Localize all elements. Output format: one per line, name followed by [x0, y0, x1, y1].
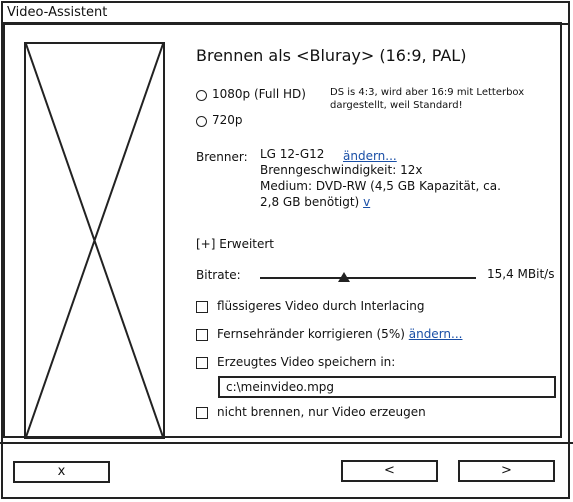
medium-info-text: 2,8 GB benötigt)	[260, 195, 360, 209]
radio-1080p-label[interactable]: 1080p (Full HD)	[212, 87, 306, 101]
cancel-button[interactable]: x	[13, 461, 110, 483]
bitrate-value: 15,4 MBit/s	[487, 267, 555, 281]
burner-name: LG 12-G12	[260, 147, 325, 161]
footer-divider	[0, 442, 573, 444]
medium-info-line1: Medium: DVD-RW (4,5 GB Kapazität, ca.	[260, 179, 501, 193]
save-path-input[interactable]: c:\meinvideo.mpg	[218, 376, 556, 398]
bitrate-slider-thumb[interactable]	[338, 272, 350, 282]
no-burn-checkbox[interactable]	[196, 407, 208, 419]
image-placeholder-icon	[26, 44, 163, 437]
video-preview-placeholder	[24, 42, 165, 439]
medium-more-link[interactable]: v	[363, 195, 371, 209]
next-button[interactable]: >	[458, 460, 555, 482]
page-heading: Brennen als <Bluray> (16:9, PAL)	[196, 46, 467, 65]
interlacing-label[interactable]: flüssigeres Video durch Interlacing	[217, 299, 425, 313]
tv-edges-label	[217, 327, 462, 341]
burn-speed: Brenngeschwindigkeit: 12x	[260, 163, 423, 177]
resolution-note-line2: dargestellt, weil Standard!	[330, 100, 463, 111]
radio-1080p[interactable]	[196, 90, 207, 101]
bitrate-label: Bitrate:	[196, 268, 241, 282]
tv-edges-change-link[interactable]: ändern...	[408, 327, 463, 341]
resolution-note-line1: DS is 4:3, wird aber 16:9 mit Letterbox	[330, 87, 525, 98]
window-title: Video-Assistent	[3, 3, 568, 25]
change-burner-link[interactable]: ändern...	[343, 149, 397, 163]
bitrate-slider-track[interactable]	[260, 277, 476, 279]
radio-720p[interactable]	[196, 116, 207, 127]
no-burn-label[interactable]: nicht brennen, nur Video erzeugen	[217, 405, 426, 419]
back-button[interactable]: <	[341, 460, 438, 482]
medium-info-line2	[260, 195, 370, 209]
save-video-checkbox[interactable]	[196, 357, 208, 369]
radio-720p-label[interactable]: 720p	[212, 113, 243, 127]
interlacing-checkbox[interactable]	[196, 301, 208, 313]
burner-label: Brenner:	[196, 150, 248, 164]
tv-edges-text[interactable]: Fernsehränder korrigieren (5%)	[217, 327, 405, 341]
advanced-toggle[interactable]: [+] Erweitert	[196, 237, 275, 251]
save-video-label[interactable]: Erzeugtes Video speichern in:	[217, 355, 396, 369]
tv-edges-checkbox[interactable]	[196, 329, 208, 341]
